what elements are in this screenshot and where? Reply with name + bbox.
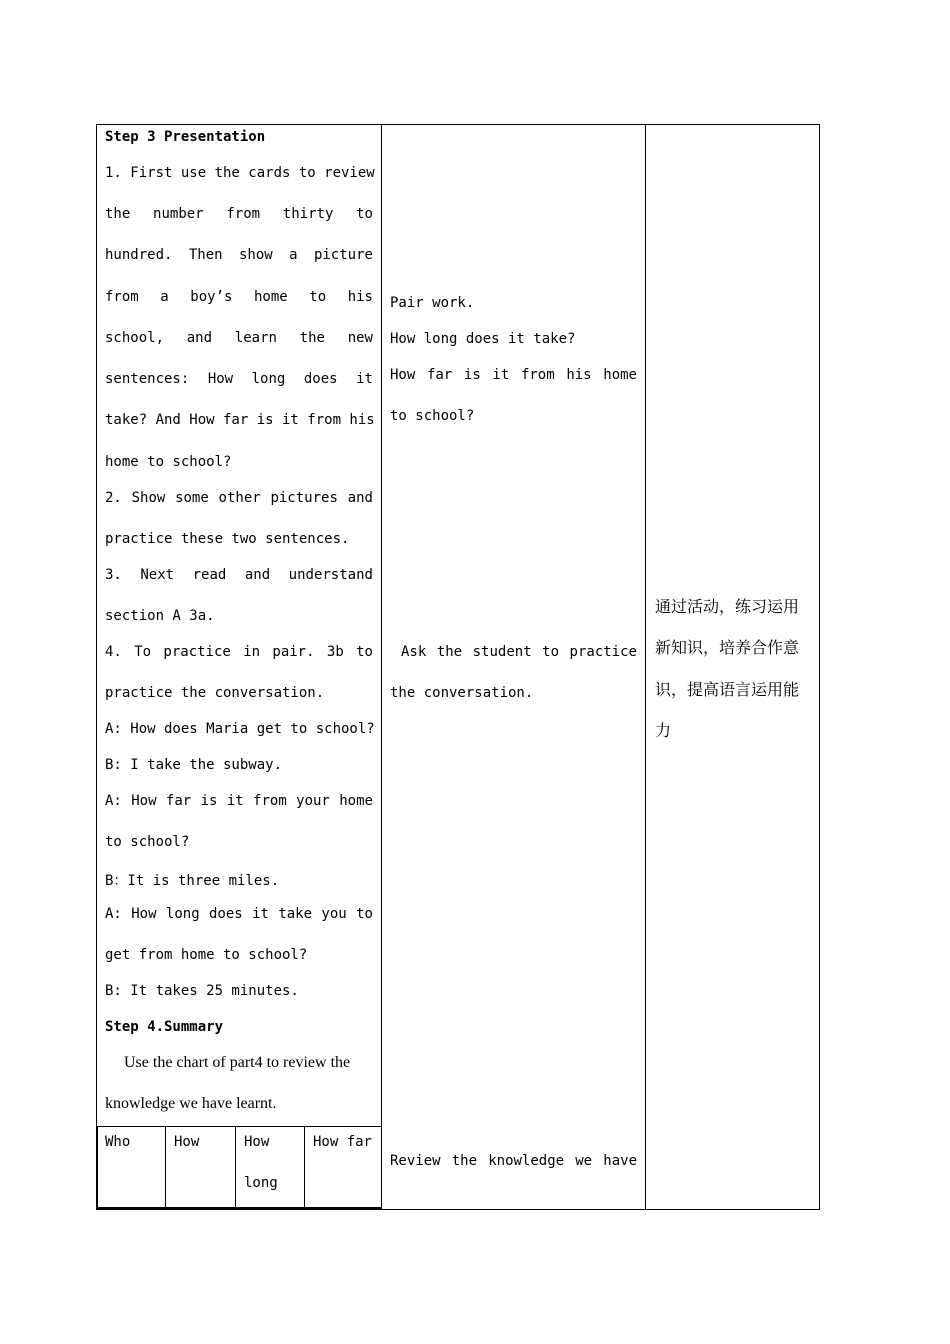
- summary-line1: Use the chart of part4 to review the: [124, 1054, 351, 1071]
- chart-header-how-long-2: long: [244, 1175, 278, 1191]
- dialog-a2-cont: to school?: [105, 834, 190, 850]
- step3-p1-line7: take? And How far is it from his: [105, 412, 375, 428]
- word: the: [105, 206, 131, 222]
- word: number: [153, 206, 204, 222]
- purpose-line2: 新知识，培养合作意: [655, 640, 800, 657]
- word: sentences:: [105, 371, 190, 387]
- word: to: [542, 644, 560, 660]
- step3-p1-line8: home to school?: [105, 454, 232, 470]
- word: show: [238, 247, 273, 263]
- dialog-a3-cont: get from home to school?: [105, 947, 308, 963]
- word: understand: [288, 567, 373, 583]
- chart-col-divider-3: [304, 1126, 305, 1209]
- word: is: [200, 793, 218, 809]
- step3-heading: Step 3 Presentation: [105, 129, 266, 145]
- word: How: [390, 367, 416, 383]
- word: the: [451, 1153, 478, 1169]
- word: to: [356, 644, 373, 660]
- word: far: [346, 1134, 372, 1150]
- word: the: [436, 644, 463, 660]
- word: new: [347, 330, 373, 346]
- chart-col-divider-1: [165, 1126, 166, 1209]
- word: How: [207, 371, 234, 387]
- word: Review: [390, 1153, 441, 1169]
- step3-p1-line2: [105, 206, 373, 222]
- word: it: [356, 371, 373, 387]
- question-how-long: How long does it take?: [390, 331, 576, 347]
- word: take: [278, 906, 313, 922]
- step3-p1-line6: [105, 371, 373, 387]
- ask-student: [401, 644, 637, 660]
- word: it: [492, 367, 510, 383]
- step3-p1-line1: 1. First use the cards to review: [105, 165, 375, 181]
- word: from: [520, 367, 555, 383]
- word: far: [165, 793, 192, 809]
- word: from: [105, 289, 139, 305]
- chart-table-left-border: [96, 1126, 98, 1209]
- word: far: [426, 367, 453, 383]
- word: picture: [313, 247, 373, 263]
- table-right-border: [819, 124, 820, 1210]
- dialog-a1: A: How does Maria get to school?: [105, 721, 375, 737]
- word: Show: [131, 490, 166, 506]
- word: it: [226, 793, 244, 809]
- question-how-far-cont: to school?: [390, 408, 475, 424]
- word: long: [251, 371, 286, 387]
- table-top-border: [96, 124, 820, 125]
- word: Next: [140, 567, 175, 583]
- word: 2.: [105, 490, 122, 506]
- chart-col-divider-2: [235, 1126, 236, 1209]
- word: have: [603, 1153, 637, 1169]
- word: student: [472, 644, 532, 660]
- word: Then: [188, 247, 223, 263]
- chart-header-how-long-1: How: [244, 1134, 270, 1150]
- word: 3b: [326, 644, 344, 660]
- step3-p1-line4: [105, 289, 373, 305]
- word: and: [244, 567, 271, 583]
- question-how-far: [390, 367, 637, 383]
- word: knowledge: [488, 1153, 565, 1169]
- word: it: [252, 906, 269, 922]
- word: the: [299, 330, 325, 346]
- word: 4.: [105, 644, 122, 660]
- word: pictures: [270, 490, 338, 506]
- word: A:: [105, 906, 122, 922]
- word: read: [192, 567, 227, 583]
- word: some: [175, 490, 209, 506]
- word: boy’s: [190, 289, 233, 305]
- word: To: [134, 644, 152, 660]
- word: your: [296, 793, 330, 809]
- purpose-line1: 通过活动，练习运用: [655, 599, 800, 616]
- purpose-line3: 识，提高语言运用能: [655, 682, 800, 699]
- word: long: [165, 906, 200, 922]
- chart-header-who: Who: [105, 1134, 131, 1150]
- word: learn: [234, 330, 277, 346]
- step3-p4-line1: [105, 644, 373, 660]
- dialog-a2: [105, 793, 373, 809]
- word: other: [218, 490, 261, 506]
- dialog-b2: B：It is three miles.: [105, 873, 280, 889]
- word: in: [243, 644, 261, 660]
- word: does: [303, 371, 338, 387]
- word: pair.: [272, 644, 315, 660]
- word: to: [309, 289, 327, 305]
- word: 3.: [105, 567, 122, 583]
- column-divider-2: [645, 124, 646, 1210]
- word: Ask: [401, 644, 427, 660]
- review-knowledge: [390, 1153, 637, 1169]
- word: school,: [105, 330, 165, 346]
- word: How: [313, 1134, 339, 1150]
- word: home: [254, 289, 288, 305]
- word: to: [356, 206, 373, 222]
- word: hundred.: [105, 247, 173, 263]
- word: How: [131, 906, 157, 922]
- word: a: [289, 247, 298, 263]
- word: home: [603, 367, 637, 383]
- word: we: [575, 1153, 593, 1169]
- step3-p2-line2: practice these two sentences.: [105, 531, 350, 547]
- word: practice: [163, 644, 231, 660]
- dialog-a3: [105, 906, 373, 922]
- word: A:: [105, 793, 122, 809]
- word: How: [131, 793, 157, 809]
- word: you: [321, 906, 347, 922]
- word: and: [347, 490, 373, 506]
- word: and: [186, 330, 213, 346]
- step3-p3-line1: [105, 567, 373, 583]
- word: from: [226, 206, 261, 222]
- chart-table-bottom-border: [96, 1207, 382, 1209]
- step3-p2-line1: [105, 490, 373, 506]
- word: his: [566, 367, 592, 383]
- table-bottom-border: [96, 1209, 820, 1210]
- chart-table-top-border: [96, 1126, 382, 1127]
- dialog-b3: B: It takes 25 minutes.: [105, 983, 299, 999]
- step4-heading: Step 4.Summary: [105, 1019, 224, 1035]
- purpose-line4: 力: [655, 723, 672, 740]
- step3-p1-line3: [105, 247, 373, 263]
- step3-p4-line2: practice the conversation.: [105, 685, 325, 701]
- table-left-border: [96, 124, 97, 1210]
- word: thirty: [282, 206, 334, 222]
- ask-student-cont: the conversation.: [390, 685, 534, 701]
- step3-p1-line5: [105, 330, 373, 346]
- summary-line2: knowledge we have learnt.: [105, 1095, 277, 1112]
- word: is: [463, 367, 481, 383]
- chart-header-how: How: [174, 1134, 200, 1150]
- step3-p3-line2: section A 3a.: [105, 608, 215, 624]
- word: does: [209, 906, 243, 922]
- word: his: [347, 289, 373, 305]
- dialog-b1: B: I take the subway.: [105, 757, 283, 773]
- word: a: [160, 289, 169, 305]
- word: home: [339, 793, 373, 809]
- chart-header-how-far: [313, 1134, 372, 1150]
- word: to: [356, 906, 373, 922]
- column-divider-1: [381, 124, 382, 1210]
- pair-work: Pair work.: [390, 295, 475, 311]
- word: practice: [569, 644, 637, 660]
- word: from: [253, 793, 287, 809]
